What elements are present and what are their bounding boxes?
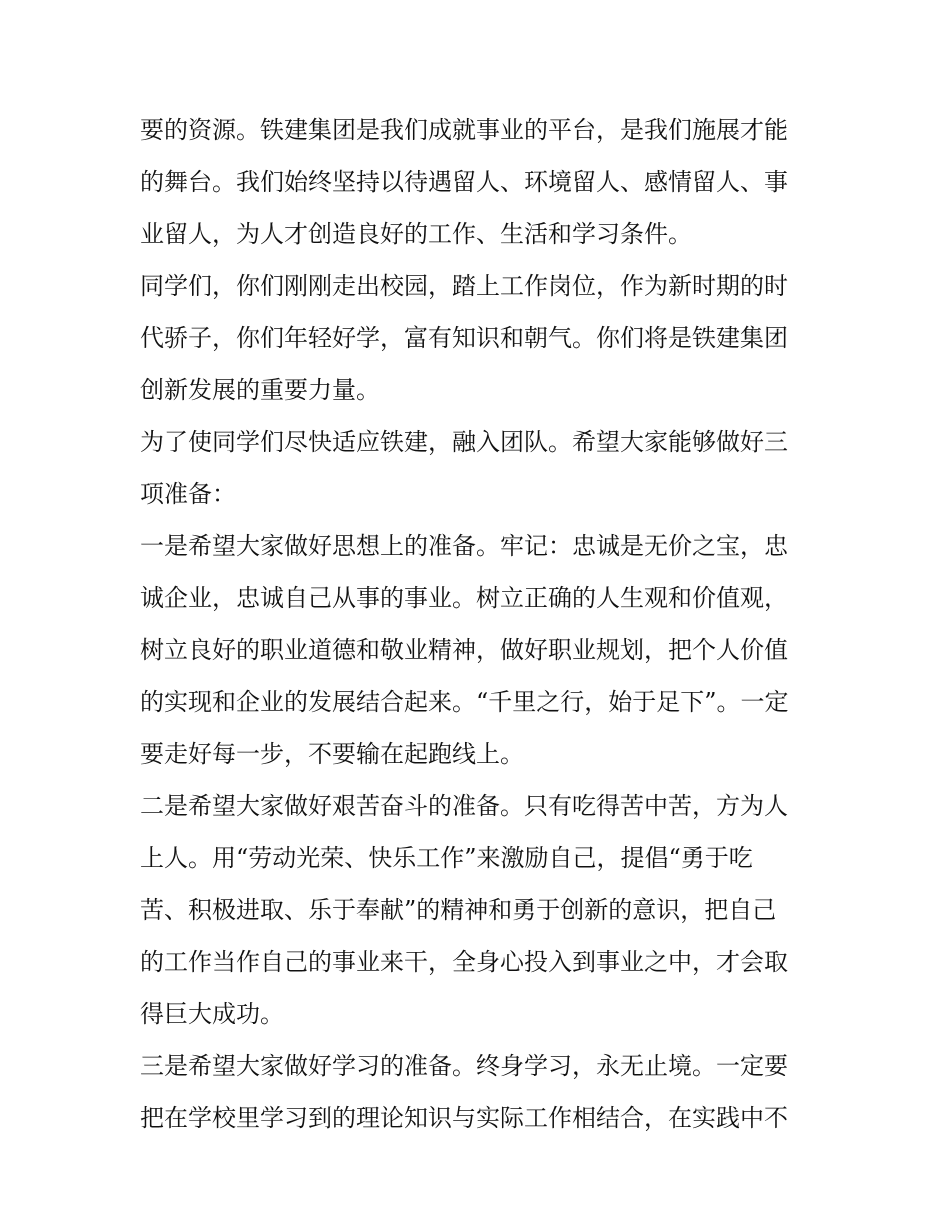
text-line: 为了使同学们尽快适应铁建，融入团队。希望大家能够做好三 [140,428,788,456]
text-line: 项准备： [140,480,236,508]
text-line: 得巨大成功。 [140,1000,284,1028]
text-line: 代骄子，你们年轻好学，富有知识和朝气。你们将是铁建集团 [140,324,788,352]
paragraph-talent-resources [140,104,812,260]
text-line: 一是希望大家做好思想上的准备。牢记：忠诚是无价之宝，忠 [140,532,788,560]
text-line: 上人。用“劳动光荣、快乐工作”来激励自己，提倡“勇于吃 [140,844,753,872]
text-line: 把在学校里学习到的理论知识与实际工作相结合，在实践中不 [140,1104,788,1132]
text-line: 创新发展的重要力量。 [140,376,380,404]
text-line: 诚企业，忠诚自己从事的事业。树立正确的人生观和价值观， [140,584,788,612]
text-line: 业留人，为人才创造良好的工作、生活和学习条件。 [140,220,692,248]
text-line: 苦、积极进取、乐于奉献”的精神和勇于创新的意识，把自己 [140,896,777,924]
text-line: 同学们，你们刚刚走出校园，踏上工作岗位，作为新时期的时 [140,272,788,300]
paragraph-ideological-preparation [140,520,812,780]
text-line: 的实现和企业的发展结合起来。“千里之行，始于足下”。一定 [140,688,789,716]
text-line: 的舞台。我们始终坚持以待遇留人、环境留人、感情留人、事 [140,168,788,196]
text-line: 的工作当作自己的事业来干，全身心投入到事业之中，才会取 [140,948,788,976]
text-line: 要的资源。铁建集团是我们成就事业的平台，是我们施展才能 [140,116,788,144]
paragraph-students-address [140,260,812,416]
paragraph-hard-work-preparation [140,780,812,1040]
paragraph-learning-preparation [140,1040,812,1144]
document-body [140,104,812,1144]
text-line: 树立良好的职业道德和敬业精神，做好职业规划，把个人价值 [140,636,788,664]
text-line: 三是希望大家做好学习的准备。终身学习，永无止境。一定要 [140,1052,788,1080]
text-line: 二是希望大家做好艰苦奋斗的准备。只有吃得苦中苦，方为人 [140,792,788,820]
paragraph-three-preparations-intro [140,416,812,520]
text-line: 要走好每一步，不要输在起跑线上。 [140,740,524,768]
